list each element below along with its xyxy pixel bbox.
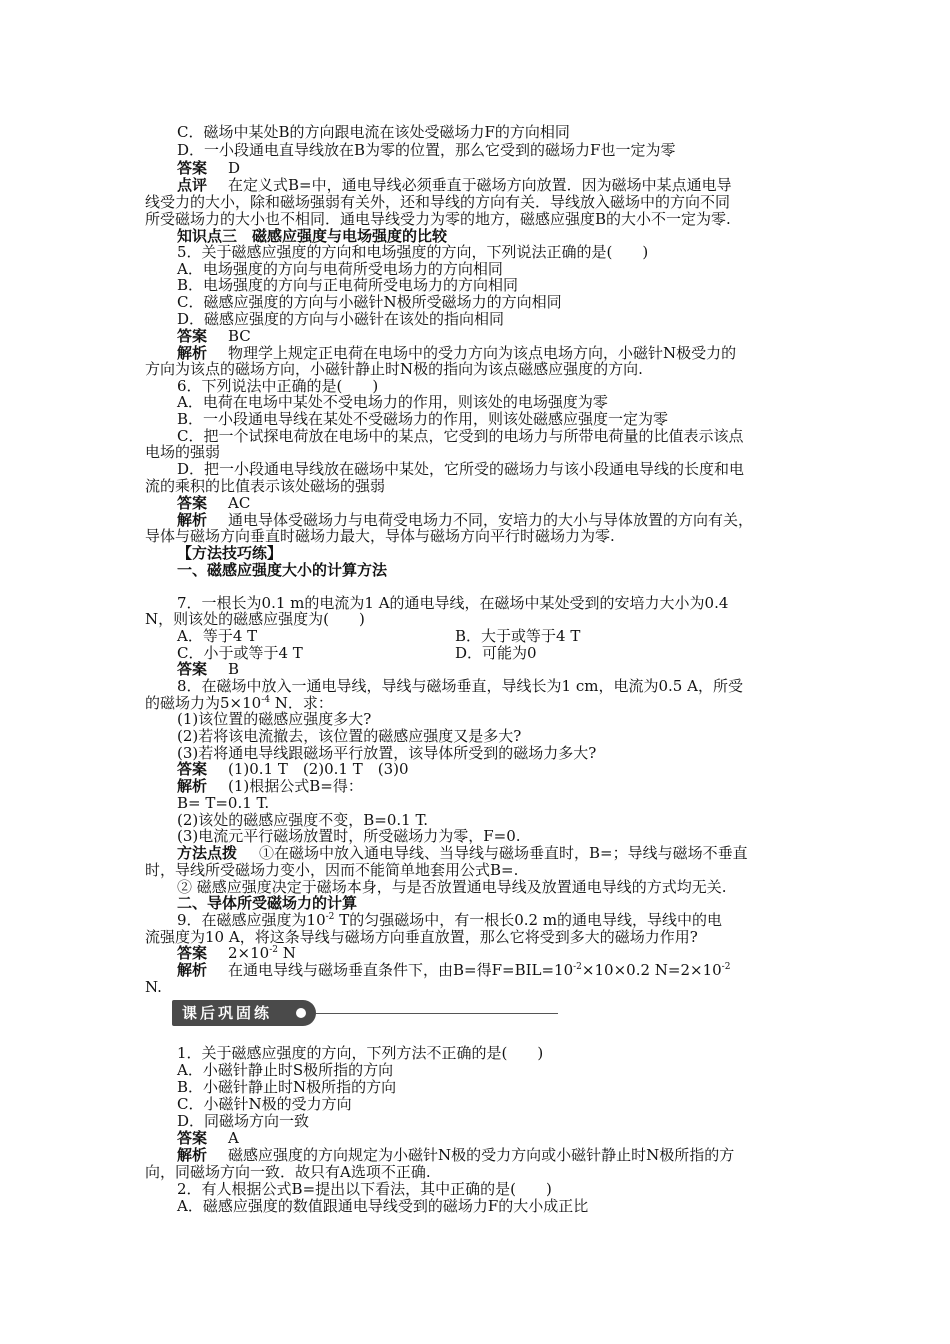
text-line: (1)根据公式B=得： — [228, 777, 363, 795]
option-text: B．大于或等于4 T — [455, 627, 581, 645]
analysis-label: 解析 — [177, 961, 208, 979]
answer-value: (1)0.1 T (2)0.1 T (3)0 — [228, 760, 409, 778]
analysis-label: 解析 — [177, 511, 208, 529]
method-label: 方法点拨 — [177, 844, 238, 862]
option-text: C．小于或等于4 T — [177, 644, 303, 662]
text-line: (2)该处的磁感应强度不变，B=0.1 T. — [177, 811, 429, 829]
banner-divider — [316, 1013, 558, 1014]
analysis-label: 解析 — [177, 344, 208, 362]
text-line: 在通电导线与磁场垂直条件下，由B=得$F=BIL=10^{-2}\times 10\times 0.2$ $N=2\times 10^{-2}$ — [228, 961, 731, 979]
text-line: 流的乘积的比值表示该处磁场的强弱 — [145, 477, 386, 495]
text-line: (3)若将通电导线跟磁场平行放置，该导体所受到的磁场力多大? — [177, 744, 597, 762]
section-banner — [172, 1000, 316, 1026]
option-text: A．小磁针静止时S极所指的方向 — [177, 1061, 394, 1079]
answer-label: 答案 — [177, 327, 208, 345]
banner-label: 课后巩固练 — [182, 1004, 273, 1022]
option-text: D．把一小段通电导线放在磁场中某处，它所受的磁场力与该小段通电导线的长度和电 — [177, 460, 745, 478]
option-text: A．磁感应强度的数值跟通电导线受到的磁场力F的大小成正比 — [177, 1197, 589, 1215]
answer-label: 答案 — [177, 660, 208, 678]
option-text: A．等于4 T — [177, 627, 258, 645]
text-line: (1)该位置的磁感应强度多大? — [177, 710, 372, 728]
text-line: 导体与磁场方向垂直时磁场力最大，导体与磁场方向平行时磁场力为零. — [145, 527, 615, 545]
question-text: 6．下列说法中正确的是( ) — [177, 377, 379, 395]
option-text: D．同磁场方向一致 — [177, 1112, 310, 1130]
text-line: 向，同磁场方向一致．故只有A选项不正确. — [145, 1163, 431, 1181]
option-text: B．小磁针静止时N极所指的方向 — [177, 1078, 397, 1096]
text-line: ② 磁感应强度决定于磁场本身，与是否放置通电导线及放置通电导线的方式均无关. — [177, 878, 727, 896]
text-line: (3)电流元平行磁场放置时，所受磁场力为零，F=0. — [177, 827, 521, 845]
section-heading: 知识点三 磁感应强度与电场强度的比较 — [177, 227, 448, 245]
analysis-label: 解析 — [177, 777, 208, 795]
option-text: B．一小段通电导线在某处不受磁场力的作用，则该处磁感应强度一定为零 — [177, 410, 669, 428]
answer-value: B — [228, 660, 240, 678]
option-text: C．磁感应强度的方向与小磁针N极所受磁场力的方向相同 — [177, 293, 562, 311]
answer-label: 答案 — [177, 760, 208, 778]
option-text: D．可能为0 — [455, 644, 537, 662]
text-line: 流强度为10 A，将这条导线与磁场方向垂直放置，那么它将受到多大的磁场力作用? — [145, 928, 698, 946]
option-text: D．磁感应强度的方向与小磁针在该处的指向相同 — [177, 310, 505, 328]
section-heading: 一、磁感应强度大小的计算方法 — [177, 561, 388, 579]
text-line: N. — [145, 978, 162, 996]
question-text: 5．关于磁感应强度的方向和电场强度的方向，下列说法正确的是( ) — [177, 243, 649, 261]
option-text: C．把一个试探电荷放在电场中的某点，它受到的电场力与所带电荷量的比值表示该点 — [177, 427, 744, 445]
text-line: D．一小段通电直导线放在B为零的位置，那么它受到的磁场力F也一定为零 — [177, 141, 676, 159]
option-text: B．电场强度的方向与正电荷所受电场力的方向相同 — [177, 276, 519, 294]
answer-value: AC — [228, 494, 251, 512]
option-text: A．电场强度的方向与电荷所受电场力的方向相同 — [177, 260, 503, 278]
comment-label: 点评 — [177, 176, 208, 194]
answer-value: $2\times 10^{-2}$ N — [228, 944, 296, 962]
text-line: 线受力的大小，除和磁场强弱有关外，还和导线的方向有关．导线放入磁场中的方向不同 — [145, 193, 731, 211]
analysis-label: 解析 — [177, 1146, 208, 1164]
answer-label: 答案 — [177, 1129, 208, 1147]
section-heading: 二、导体所受磁场力的计算 — [177, 894, 358, 912]
answer-value: D — [228, 159, 241, 177]
text-line: 物理学上规定正电荷在电场中的受力方向为该点电场方向，小磁针N极受力的 — [228, 344, 737, 362]
section-heading: 【方法技巧练】 — [177, 544, 283, 562]
text-line: 时，导线所受磁场力变小，因而不能简单地套用公式B=. — [145, 861, 519, 879]
option-text: A．电荷在电场中某处不受电场力的作用，则该处的电场强度为零 — [177, 393, 608, 411]
text-line: B= T=0.1 T. — [177, 794, 270, 812]
text-line: 所受磁场力的大小也不相同．通电导线受力为零的地方，磁感应强度B的大小不一定为零. — [145, 210, 731, 228]
text-line: 的磁场力为$5\times 10^{-4}$ N．求： — [145, 694, 333, 712]
text-line: (2)若将该电流撤去，该位置的磁感应强度又是多大? — [177, 727, 522, 745]
question-text: 2．有人根据公式B=提出以下看法，其中正确的是( ) — [177, 1180, 552, 1198]
text-line: ①在磁场中放入通电导线、当导线与磁场垂直时，B=；导线与磁场不垂直 — [259, 844, 748, 862]
question-text: 1．关于磁感应强度的方向，下列方法不正确的是( ) — [177, 1044, 544, 1062]
answer-label: 答案 — [177, 159, 208, 177]
answer-label: 答案 — [177, 494, 208, 512]
option-text: C．小磁针N极的受力方向 — [177, 1095, 352, 1113]
text-line: N，则该处的磁感应强度为( ) — [145, 610, 365, 628]
text-line: 通电导体受磁场力与电荷受电场力不同，安培力的大小与导体放置的方向有关， — [228, 511, 754, 529]
text-line: 在定义式B=中，通电导线必须垂直于磁场方向放置．因为磁场中某点通电导 — [228, 176, 732, 194]
question-text: 8．在磁场中放入一通电导线，导线与磁场垂直，导线长为1 cm，电流为0.5 A，所受 — [177, 677, 743, 695]
answer-value: A — [228, 1129, 239, 1147]
bullet-dot-icon — [296, 1008, 306, 1018]
text-line: C．磁场中某处B的方向跟电流在该处受磁场力F的方向相同 — [177, 123, 570, 141]
answer-value: BC — [228, 327, 251, 345]
text-line: 磁感应强度的方向规定为小磁针N极的受力方向或小磁针静止时N极所指的方 — [228, 1146, 735, 1164]
question-text: 9．在磁感应强度为$10^{-2}$ T的匀强磁场中，有一根长0.2 m的通电导线，导线中的电 — [177, 911, 723, 929]
text-line: 电场的强弱 — [145, 443, 221, 461]
text-line: 方向为该点的磁场方向，小磁针静止时N极的指向为该点磁感应强度的方向. — [145, 360, 643, 378]
question-text: 7．一根长为0.1 m的电流为1 A的通电导线，在磁场中某处受到的安培力大小为0.4 — [177, 594, 729, 612]
answer-label: 答案 — [177, 944, 208, 962]
